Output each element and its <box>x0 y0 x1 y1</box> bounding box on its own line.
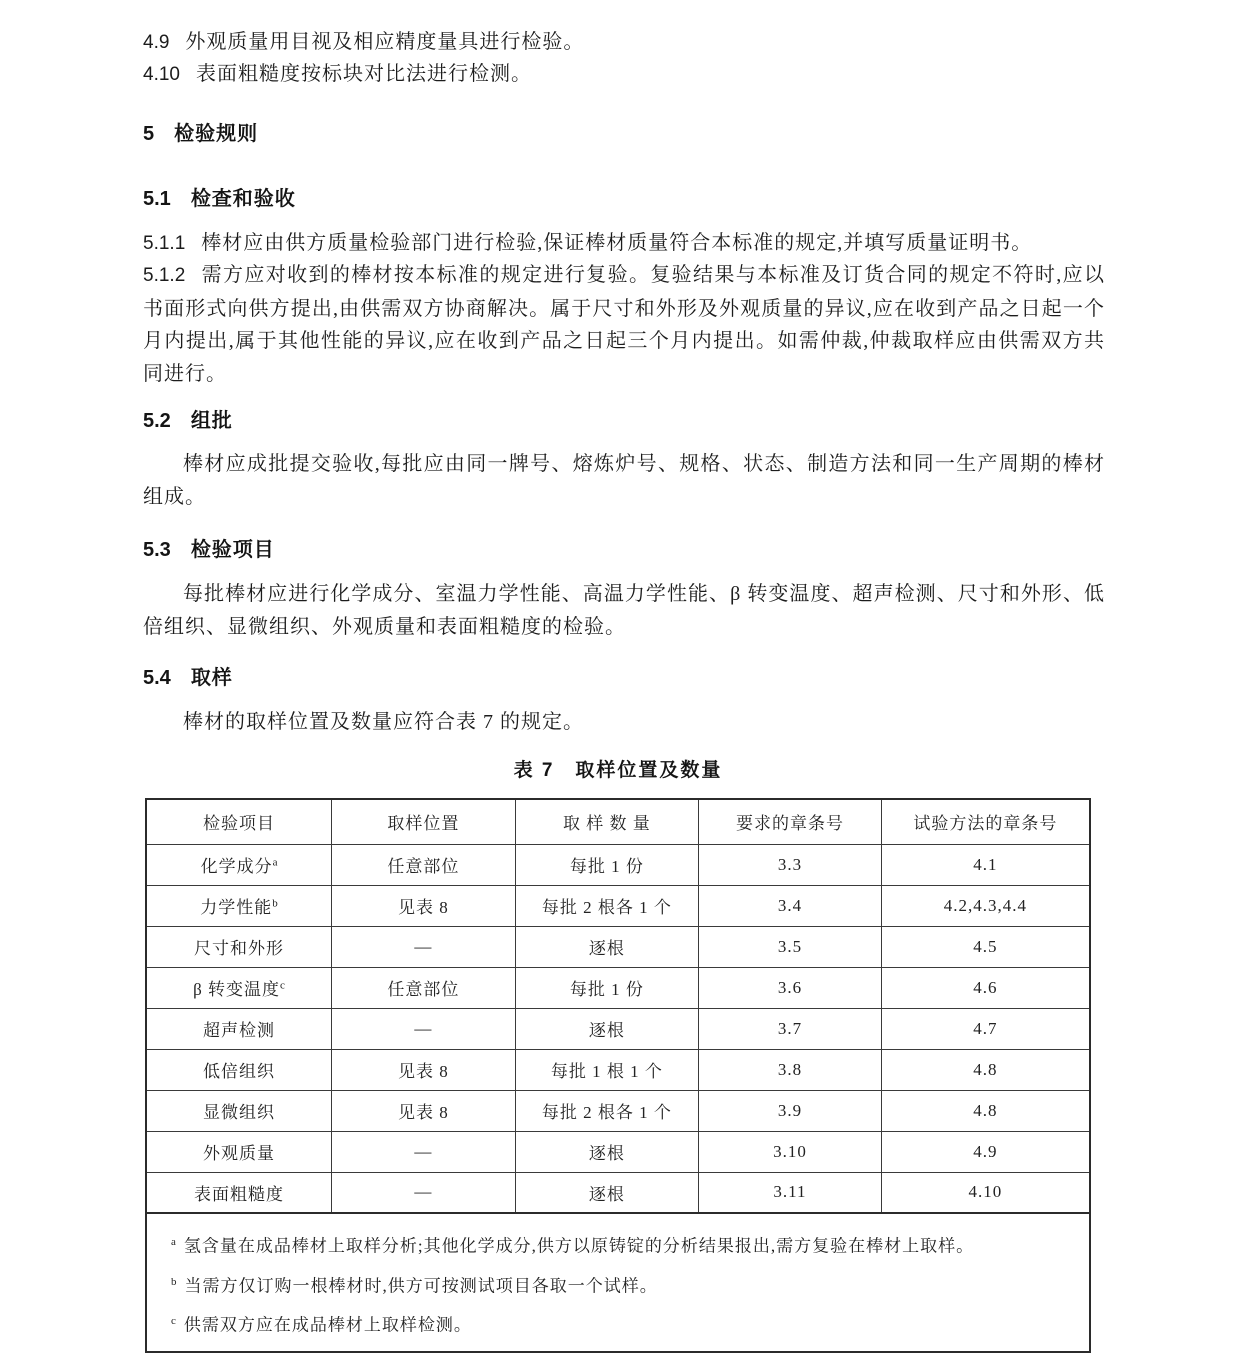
footnote-a <box>171 1231 1075 1258</box>
table-footnotes-row <box>146 1213 1090 1352</box>
clause-5-1-1 <box>143 227 1105 261</box>
table-caption: 表 7 取样位置及数量 <box>513 760 723 781</box>
cell-req: 3.4 <box>699 885 882 926</box>
section-heading-5-4 <box>143 661 233 690</box>
cell-qty: 每批 2 根各 1 个 <box>515 1090 699 1131</box>
section-number: 5.2 <box>143 410 171 432</box>
cell-req: 3.8 <box>699 1049 882 1090</box>
section-number: 5.3 <box>143 539 171 561</box>
table-footnotes <box>146 1213 1090 1352</box>
cell-pos: 任意部位 <box>332 844 516 885</box>
item-text: 显微组织 <box>203 1103 276 1122</box>
footnote-text: 当需方仅订购一根棒材时,供方可按测试项目各取一个试样。 <box>184 1276 658 1296</box>
cell-req: 3.3 <box>699 844 882 885</box>
item-text: 超声检测 <box>203 1021 276 1040</box>
cell-pos: — <box>332 1008 516 1049</box>
cell-qty: 逐根 <box>515 1172 699 1213</box>
item-text: 表面粗糙度 <box>194 1184 285 1204</box>
cell-pos: — <box>332 1172 516 1213</box>
table-row <box>146 844 1090 885</box>
footnote-ref: a <box>272 856 278 869</box>
clause-text: 表面粗糙度按标块对比法进行检测。 <box>195 63 532 85</box>
clause-number: 5.1.1 <box>143 233 186 254</box>
item-text: 外观质量 <box>203 1144 276 1163</box>
clause-5-1-2 <box>143 259 1105 390</box>
section-heading-5 <box>143 117 258 146</box>
section-number: 5.4 <box>143 667 171 689</box>
cell-req: 3.6 <box>699 967 882 1008</box>
section-title: 检验项目 <box>190 539 275 561</box>
cell-pos: 见表 8 <box>332 1049 516 1090</box>
cell-item <box>146 844 332 885</box>
cell-item <box>146 1172 332 1213</box>
footnote-b <box>171 1271 1075 1298</box>
column-header-pos: 取样位置 <box>332 799 516 844</box>
table-row <box>146 1049 1090 1090</box>
section-number: 5 <box>143 123 155 145</box>
cell-item <box>146 885 332 926</box>
sampling-table <box>145 798 1091 1353</box>
section-title: 取样 <box>190 667 233 689</box>
footnote-text: 氢含量在成品棒材上取样分析;其他化学成分,供方以原铸锭的分析结果报出,需方复验在棒材上取样。 <box>183 1236 975 1256</box>
cell-req: 3.5 <box>699 926 882 967</box>
section-heading-5-1 <box>143 182 296 211</box>
cell-qty: 每批 1 份 <box>515 844 699 885</box>
clause-number: 5.1.2 <box>143 265 186 286</box>
item-text: 力学性能 <box>200 898 273 917</box>
footnote-mark: c <box>171 1315 176 1328</box>
clause-number: 4.9 <box>143 32 170 53</box>
section-title: 检查和验收 <box>190 188 296 210</box>
cell-req: 3.9 <box>699 1090 882 1131</box>
paragraph-5-4 <box>143 706 1105 739</box>
table-row <box>146 967 1090 1008</box>
cell-qty: 逐根 <box>515 926 699 967</box>
footnote-c <box>171 1310 1075 1337</box>
item-text: 尺寸和外形 <box>194 939 285 958</box>
cell-req: 3.10 <box>699 1131 882 1172</box>
clause-text: 外观质量用目视及相应精度量具进行检验。 <box>185 31 585 53</box>
table-row <box>146 1008 1090 1049</box>
cell-pos: — <box>332 1131 516 1172</box>
column-header-qty: 取 样 数 量 <box>515 799 699 844</box>
cell-method: 4.10 <box>881 1172 1090 1213</box>
cell-pos: 任意部位 <box>332 967 516 1008</box>
table-header-row <box>146 799 1090 844</box>
table-row <box>146 926 1090 967</box>
clause-text: 需方应对收到的棒材按本标准的规定进行复验。复验结果与本标准及订货合同的规定不符时,应以书面形式向供方提出,由供需双方协商解决。属于尺寸和外形及外观质量的异议,应在收到产品之日起一个月内提出,属于其他性能的异议,应在收到产品之日起三个月内提出。如需仲裁,仲裁取样应由供需双方共同进行。 <box>143 264 1105 385</box>
cell-method: 4.8 <box>881 1049 1090 1090</box>
item-text: 化学成分 <box>200 857 273 876</box>
cell-qty: 每批 1 根 1 个 <box>515 1049 699 1090</box>
section-heading-5-2 <box>143 404 233 433</box>
cell-method: 4.5 <box>881 926 1090 967</box>
cell-item <box>146 926 332 967</box>
item-text: 低倍组织 <box>203 1062 276 1081</box>
cell-qty: 每批 1 份 <box>515 967 699 1008</box>
cell-req: 3.7 <box>699 1008 882 1049</box>
footnote-text: 供需双方应在成品棒材上取样检测。 <box>183 1315 472 1335</box>
cell-pos: 见表 8 <box>332 885 516 926</box>
paragraph-5-2 <box>143 448 1105 513</box>
section-title: 组批 <box>190 410 233 432</box>
paragraph-text: 每批棒材应进行化学成分、室温力学性能、高温力学性能、β 转变温度、超声检测、尺寸和外形、低倍组织、显微组织、外观质量和表面粗糙度的检验。 <box>143 583 1105 638</box>
section-number: 5.1 <box>143 188 171 210</box>
cell-method: 4.1 <box>881 844 1090 885</box>
clause-4-10 <box>143 58 1105 92</box>
cell-item <box>146 1090 332 1131</box>
footnote-mark: a <box>171 1236 176 1248</box>
cell-method: 4.9 <box>881 1131 1090 1172</box>
paragraph-5-3 <box>143 578 1105 643</box>
cell-qty: 每批 2 根各 1 个 <box>515 885 699 926</box>
table-row <box>146 1131 1090 1172</box>
cell-method: 4.7 <box>881 1008 1090 1049</box>
cell-method: 4.8 <box>881 1090 1090 1131</box>
cell-qty: 逐根 <box>515 1008 699 1049</box>
cell-item <box>146 967 332 1008</box>
column-header-item: 检验项目 <box>146 799 332 844</box>
cell-method: 4.2,4.3,4.4 <box>881 885 1090 926</box>
table-row <box>146 1172 1090 1213</box>
column-header-req: 要求的章条号 <box>699 799 882 844</box>
cell-item <box>146 1008 332 1049</box>
paragraph-text: 棒材的取样位置及数量应符合表 7 的规定。 <box>183 711 584 733</box>
footnote-mark: b <box>171 1275 177 1288</box>
cell-pos: 见表 8 <box>332 1090 516 1131</box>
cell-item <box>146 1131 332 1172</box>
section-title: 检验规则 <box>174 123 259 145</box>
column-header-method: 试验方法的章条号 <box>881 799 1090 844</box>
cell-method: 4.6 <box>881 967 1090 1008</box>
cell-qty: 逐根 <box>515 1131 699 1172</box>
cell-req: 3.11 <box>699 1172 882 1213</box>
clause-text: 棒材应由供方质量检验部门进行检验,保证棒材质量符合本标准的规定,并填写质量证明书。 <box>201 232 1033 254</box>
footnote-ref: b <box>272 897 278 910</box>
section-heading-5-3 <box>143 533 275 562</box>
cell-item <box>146 1049 332 1090</box>
paragraph-text: 棒材应成批提交验收,每批应由同一牌号、熔炼炉号、规格、状态、制造方法和同一生产周期的棒材组成。 <box>143 453 1105 508</box>
table-row <box>146 1090 1090 1131</box>
footnote-ref: c <box>280 979 285 992</box>
clause-4-9 <box>143 26 1105 60</box>
table-row <box>146 885 1090 926</box>
clause-number: 4.10 <box>143 64 180 85</box>
cell-pos: — <box>332 926 516 967</box>
item-text: β 转变温度 <box>193 980 281 999</box>
